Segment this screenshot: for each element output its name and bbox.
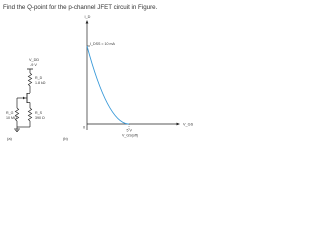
vp-value: 5 V (126, 128, 132, 133)
graph-caption: (b) (63, 136, 68, 141)
rs-value: 390 Ω (35, 116, 45, 120)
id-axis-arrow-icon (86, 20, 89, 24)
rd-label: R_D (35, 76, 43, 80)
id-axis-label: I_D (84, 15, 91, 19)
figure (0, 0, 200, 146)
rd-resistor (28, 73, 31, 86)
vdd-value: -9 V (30, 63, 37, 67)
rs-label: R_S (35, 111, 42, 115)
vp-label: V_GS(off) (122, 133, 138, 138)
rg-value: 10 MΩ (6, 116, 17, 120)
circuit-caption: (a) (7, 136, 12, 141)
vgs-axis-label: V_GS (183, 122, 194, 127)
rs-resistor (28, 108, 31, 121)
transfer-curve (87, 46, 129, 124)
rg-label: R_G (6, 111, 14, 115)
circuit-diagram (6, 58, 46, 141)
vgs-axis-arrow-icon (177, 123, 181, 126)
question-text: Find the Q-point for the p-channel JFET circuit in Figure. (3, 4, 158, 11)
origin-label: 0 (83, 125, 86, 130)
idss-label: I_DSS = 10 mA (90, 42, 115, 46)
jfet-gate-arrow-icon (23, 97, 26, 100)
vdd-label: V_DD (29, 58, 40, 62)
transfer-curve-graph (63, 15, 194, 141)
ground-icon (14, 127, 20, 131)
rd-value: 1.8 kΩ (35, 81, 46, 85)
